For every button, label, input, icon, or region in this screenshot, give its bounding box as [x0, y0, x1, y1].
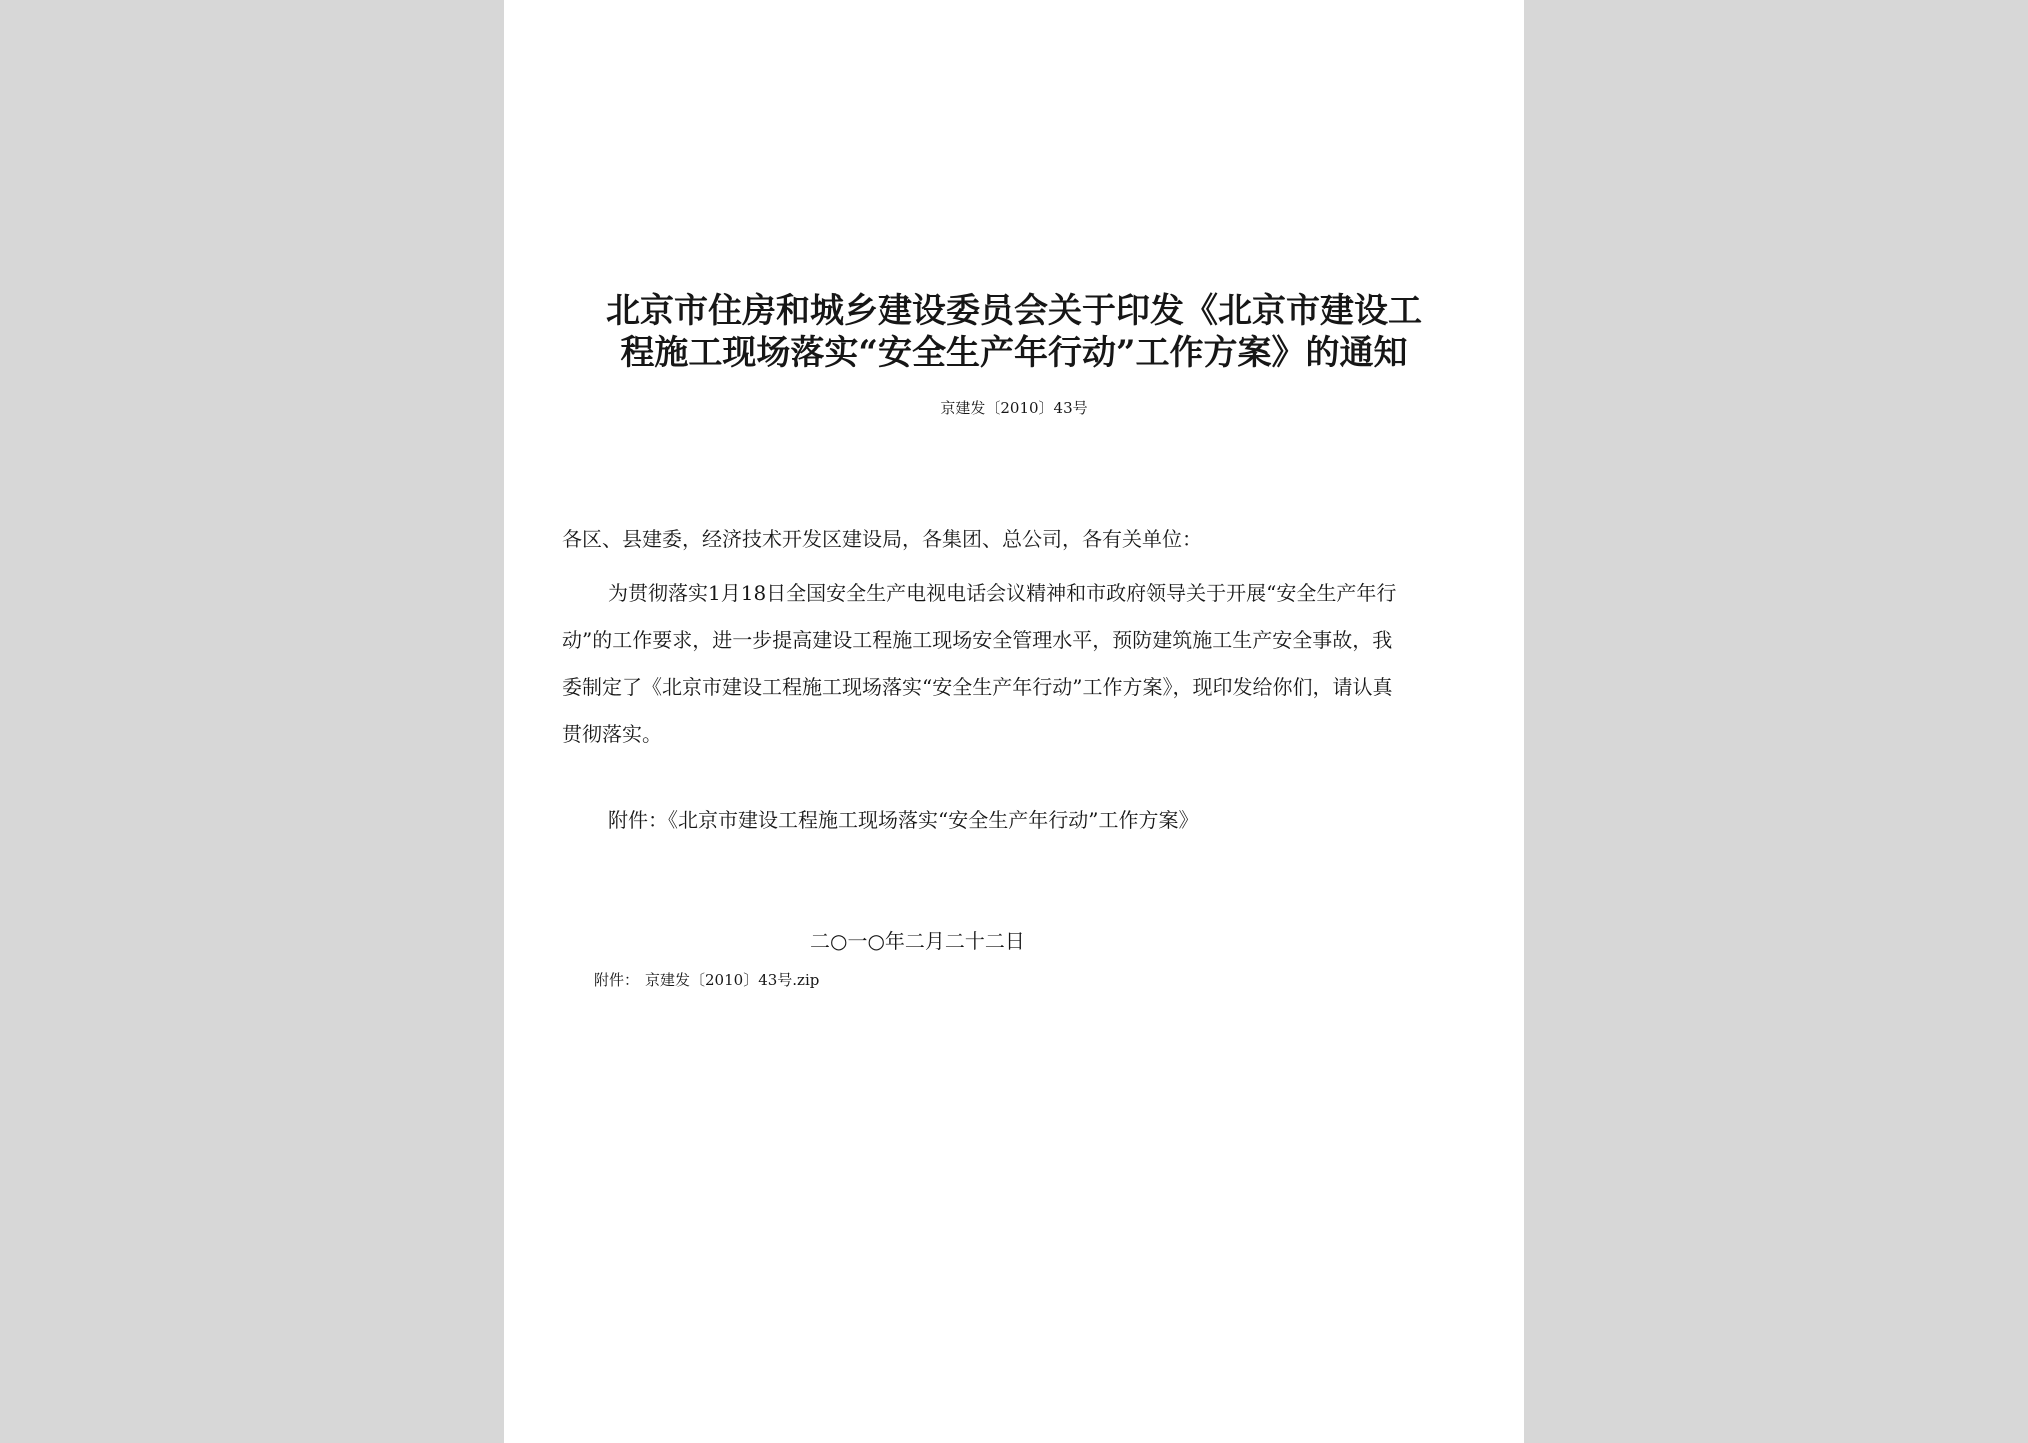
file-attachment-label: 附件： [594, 971, 640, 989]
paragraph-line-2: 动”的工作要求，进一步提高建设工程施工现场安全管理水平，预防建筑施工生产安全事故，我 [562, 628, 1393, 652]
document-number: 京建发〔2010〕43号 [940, 399, 1088, 417]
attachment-reference: 附件：《北京市建设工程施工现场落实“安全生产年行动”工作方案》 [608, 808, 1199, 832]
document-page [504, 0, 1524, 1443]
paragraph-line-4: 贯彻落实。 [562, 722, 662, 746]
paragraph-line-1: 为贯彻落实1月18日全国安全生产电视电话会议精神和市政府领导关于开展“安全生产年行 [608, 581, 1397, 605]
file-attachment [594, 970, 819, 990]
body-paragraph [562, 570, 1472, 758]
paragraph-line-3: 委制定了《北京市建设工程施工现场落实“安全生产年行动”工作方案》，现印发给你们，请认真 [562, 675, 1393, 699]
title-line-1: 北京市住房和城乡建设委员会关于印发《北京市建设工 [606, 291, 1422, 331]
document-title [564, 290, 1464, 374]
title-line-2: 程施工现场落实“安全生产年行动”工作方案》的通知 [620, 333, 1408, 373]
addressee: 各区、县建委，经济技术开发区建设局，各集团、总公司，各有关单位： [562, 527, 1202, 551]
attachment-download-link[interactable]: 京建发〔2010〕43号.zip [645, 971, 820, 989]
issue-date: 二○一○年二月二十二日 [810, 929, 1025, 953]
